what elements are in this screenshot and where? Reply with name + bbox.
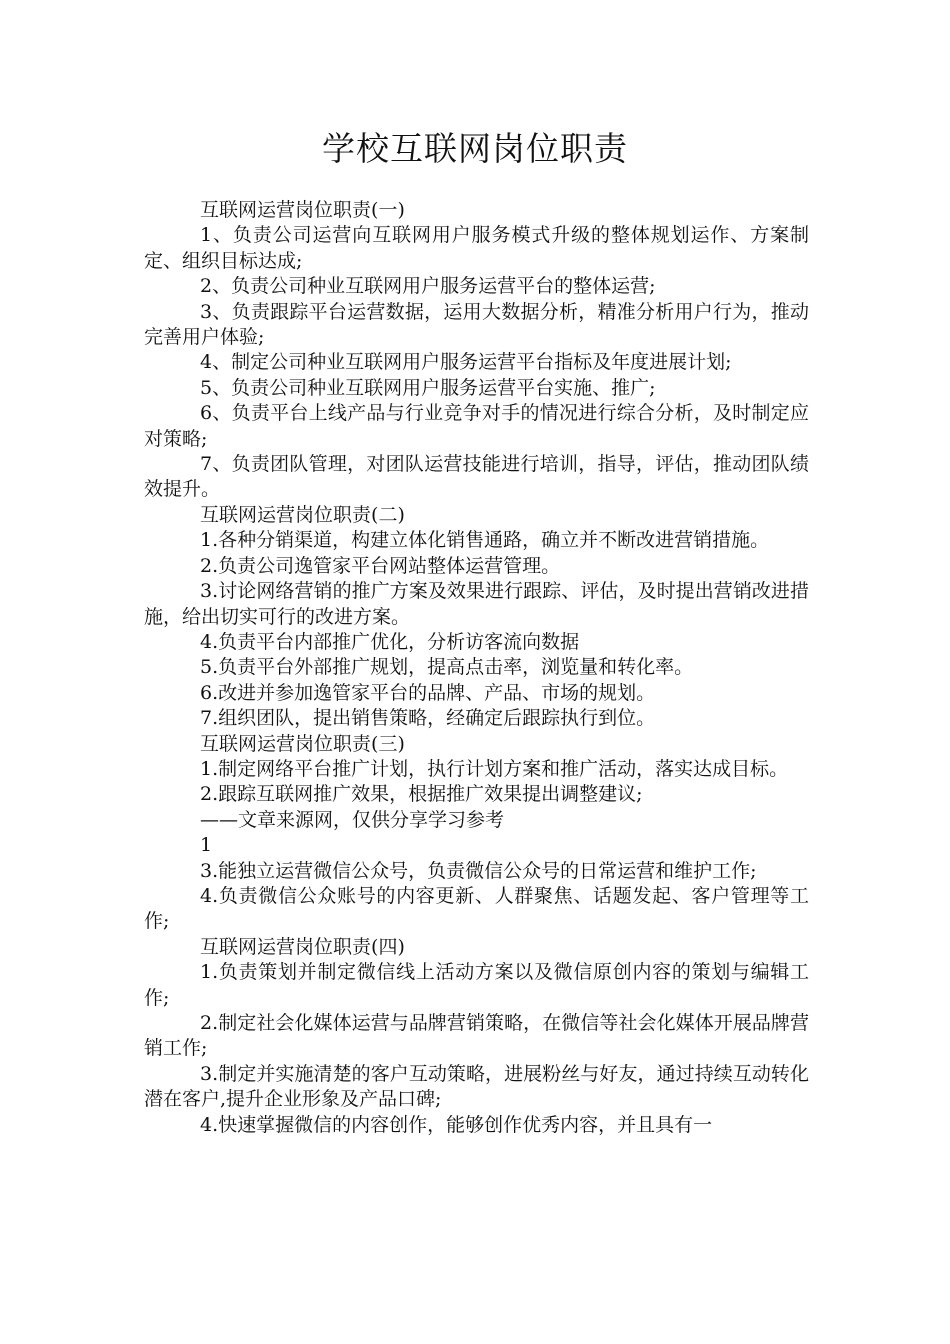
paragraph: 4.负责微信公众账号的内容更新、人群聚焦、话题发起、客户管理等工作; [144, 884, 809, 933]
paragraph: 4.快速掌握微信的内容创作，能够创作优秀内容，并且具有一 [200, 1113, 713, 1136]
paragraph: 6、负责平台上线产品与行业竞争对手的情况进行综合分析，及时制定应对策略; [144, 402, 809, 450]
paragraph: 3.能独立运营微信公众号，负责微信公众号的日常运营和维护工作; [200, 859, 757, 882]
paragraph: 1、负责公司运营向互联网用户服务模式升级的整体规划运作、方案制定、组织目标达成; [144, 224, 809, 272]
document-title: 学校互联网岗位职责 [322, 129, 628, 168]
paragraph: 2.负责公司逸管家平台网站整体运营管理。 [200, 554, 561, 577]
paragraph: 2、负责公司种业互联网用户服务运营平台的整体运营; [200, 275, 656, 298]
paragraph: 3、负责跟踪平台运营数据，运用大数据分析，精准分析用户行为，推动完善用户体验; [144, 300, 809, 349]
section-heading: 互联网运营岗位职责(二) [200, 503, 405, 526]
paragraph: 1.各种分销渠道，构建立体化销售通路，确立并不断改进营销措施。 [200, 529, 770, 552]
paragraph: 2.跟踪互联网推广效果，根据推广效果提出调整建议; [200, 783, 643, 806]
paragraph: 3.讨论网络营销的推广方案及效果进行跟踪、评估，及时提出营销改进措施，给出切实可行的改进方案。 [144, 580, 809, 628]
section-heading: 互联网运营岗位职责(三) [200, 732, 405, 755]
document-body [144, 198, 809, 1138]
paragraph: 2.制定社会化媒体运营与品牌营销策略，在微信等社会化媒体开展品牌营销工作; [144, 1012, 809, 1060]
paragraph: 1.制定网络平台推广计划，执行计划方案和推广活动，落实达成目标。 [200, 757, 789, 780]
paragraph: 4.负责平台内部推广优化，分析访客流向数据 [200, 630, 580, 653]
section-heading: 互联网运营岗位职责(一) [200, 199, 405, 221]
paragraph: 1.负责策划并制定微信线上活动方案以及微信原创内容的策划与编辑工作; [144, 961, 809, 1009]
paragraph: 4、制定公司种业互联网用户服务运营平台指标及年度进展计划; [200, 351, 732, 374]
paragraph: 7.组织团队，提出销售策略，经确定后跟踪执行到位。 [200, 707, 656, 730]
paragraph: 3.制定并实施清楚的客户互动策略，进展粉丝与好友，通过持续互动转化潜在客户,提升企业形象及产品口碑; [144, 1062, 809, 1111]
paragraph: 6.改进并参加逸管家平台的品牌、产品、市场的规划。 [200, 681, 656, 704]
section-heading: 互联网运营岗位职责(四) [200, 935, 405, 958]
page-number: 1 [200, 834, 213, 857]
source-note: ——文章来源网，仅供分享学习参考 [200, 808, 505, 831]
paragraph: 5.负责平台外部推广规划，提高点击率，浏览量和转化率。 [200, 656, 694, 679]
paragraph: 7、负责团队管理，对团队运营技能进行培训，指导，评估，推动团队绩效提升。 [144, 453, 809, 501]
paragraph: 5、负责公司种业互联网用户服务运营平台实施、推广; [200, 376, 656, 399]
